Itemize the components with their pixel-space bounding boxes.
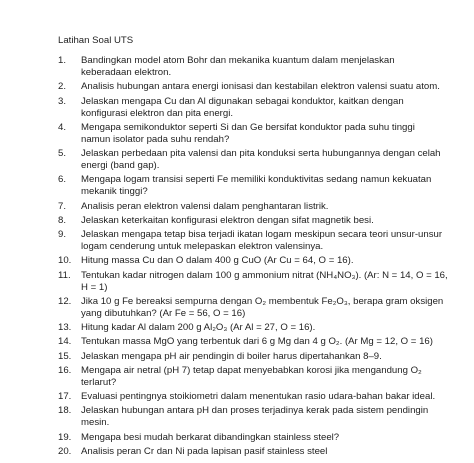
question-text — [81, 446, 426, 458]
question-line: Evaluasi pentingnya stoikiometri dalam menentukan rasio udara-bahan bakar ideal. — [81, 391, 436, 403]
question-line: konfigurasi elektron dan pita energi. — [81, 107, 233, 119]
question-number: 2. — [58, 81, 67, 93]
question-line: yang dibutuhkan? (Ar Fe = 56, O = 16) — [81, 307, 246, 319]
question-text — [81, 215, 426, 227]
question-line: mekanik tinggi? — [81, 186, 148, 198]
question-line: Jelaskan perbedaan pita valensi dan pita konduksi serta hubungannya dengan celah — [81, 148, 441, 160]
question-text — [81, 405, 429, 429]
question-text — [81, 96, 426, 120]
question-line: Mengapa semikonduktor seperti Si dan Ge bersifat konduktor pada suhu tinggi — [81, 121, 415, 133]
question-text — [81, 122, 426, 146]
question-text — [81, 148, 441, 172]
document-title: Latihan Soal UTS — [58, 35, 134, 46]
question-line: Analisis peran Cr dan Ni pada lapisan pasif stainless steel — [81, 446, 328, 457]
question-number: 3. — [58, 95, 67, 107]
question-line: Jika 10 g Fe bereaksi sempurna dengan O₂ membentuk Fe₂O₃, berapa gram oksigen — [81, 295, 444, 307]
question-number: 12. — [58, 295, 72, 307]
question-line: logam cenderung untuk melepaskan elektron valensinya. — [81, 241, 324, 253]
question-line: Mengapa besi mudah berkarat dibandingkan stainless steel? — [81, 431, 340, 443]
question-number: 13. — [58, 322, 72, 334]
question-text — [81, 351, 426, 363]
question-line: Jelaskan mengapa Cu dan Al digunakan sebagai konduktor, kaitkan dengan — [81, 95, 404, 107]
question-text — [81, 255, 426, 267]
question-text — [81, 229, 443, 253]
question-number: 8. — [58, 214, 67, 226]
question-line: Tentukan kadar nitrogen dalam 100 g ammonium nitrat (NH₄NO₃). (Ar: N = 14, O = 16, — [81, 269, 448, 281]
question-number: 10. — [58, 255, 72, 267]
question-number: 5. — [58, 148, 67, 160]
question-text — [81, 391, 436, 403]
question-line: Analisis hubungan antara energi ionisasi dan kestabilan elektron valensi suatu atom. — [81, 81, 440, 93]
question-number: 15. — [58, 350, 72, 362]
question-line: Tentukan massa MgO yang terbentuk dari 6 g Mg dan 4 g O₂. (Ar Mg = 12, O = 16) — [81, 336, 433, 348]
question-text — [81, 81, 440, 93]
question-line: namun isolator pada suhu rendah? — [81, 133, 230, 145]
question-line: keberadaan elektron. — [81, 67, 172, 79]
question-line: Analisis peran elektron valensi dalam penghantaran listrik. — [81, 200, 329, 212]
question-number: 11. — [58, 269, 71, 281]
question-line: energi (band gap). — [81, 160, 160, 172]
question-number: 18. — [58, 405, 72, 417]
question-line: mesin. — [81, 417, 110, 429]
question-line: Bandingkan model atom Bohr dan mekanika kuantum dalam menjelaskan — [81, 55, 395, 66]
question-number: 17. — [58, 391, 72, 403]
question-number: 19. — [58, 431, 72, 443]
question-line: H = 1) — [81, 281, 108, 293]
question-number: 14. — [58, 336, 72, 348]
question-line: Jelaskan mengapa tetap bisa terjadi ikatan logam meskipun secara teori unsur-unsur — [81, 229, 443, 241]
question-number: 16. — [58, 364, 72, 376]
question-line: Jelaskan keterkaitan konfigurasi elektron dengan sifat magnetik besi. — [81, 214, 374, 226]
question-text — [81, 365, 426, 389]
question-text — [81, 322, 426, 334]
question-text — [81, 432, 426, 444]
question-line: Mengapa air netral (pH 7) tetap dapat menyebabkan korosi jika mengandung O₂ — [81, 364, 422, 376]
question-number: 9. — [58, 229, 67, 241]
question-line: Jelaskan hubungan antara pH dan proses terjadinya kerak pada sistem pendingin — [81, 405, 429, 417]
question-number: 1. — [58, 55, 67, 66]
question-text — [81, 201, 426, 213]
question-text — [81, 174, 432, 198]
question-number: 7. — [58, 200, 67, 212]
question-line: Hitung kadar Al dalam 200 g Al₂O₃ (Ar Al = 27, O = 16). — [81, 322, 316, 334]
question-text — [81, 269, 448, 294]
question-line: terlarut? — [81, 376, 117, 388]
question-text — [81, 295, 444, 320]
question-number: 6. — [58, 174, 67, 186]
question-line: Mengapa logam transisi seperti Fe memiliki konduktivitas sedang namun kekuatan — [81, 174, 432, 186]
question-text — [81, 336, 433, 348]
question-number: 4. — [58, 121, 67, 133]
question-number: 20. — [58, 446, 72, 457]
question-text — [81, 55, 426, 79]
question-line: Hitung massa Cu dan O dalam 400 g CuO (Ar Cu = 64, O = 16). — [81, 255, 354, 267]
question-line: Jelaskan mengapa pH air pendingin di boiler harus dipertahankan 8–9. — [81, 350, 382, 362]
